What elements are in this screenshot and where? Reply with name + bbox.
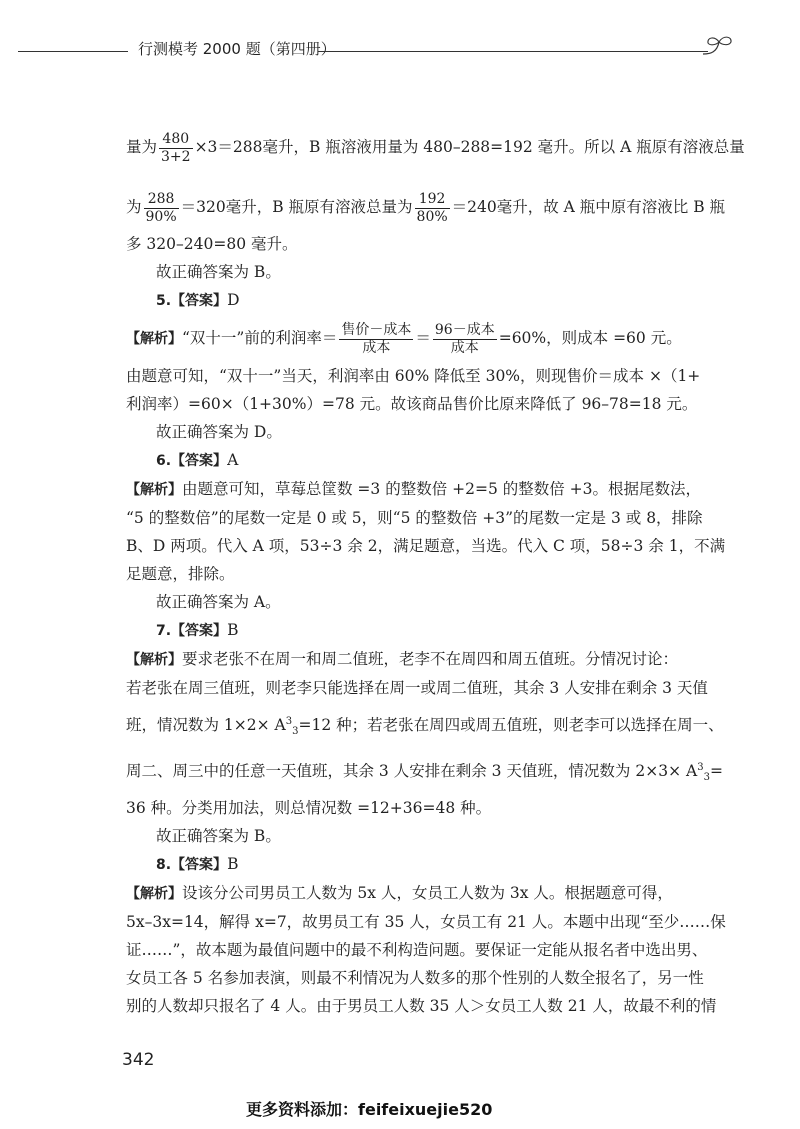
text-span: ＝240毫升，故 A 瓶中原有溶液比 B 瓶	[451, 198, 726, 216]
text-span: 量为	[126, 138, 158, 156]
paragraph-line	[126, 184, 726, 230]
sprout-icon	[701, 34, 735, 62]
superscript: 3	[285, 715, 293, 727]
paragraph-line	[126, 124, 745, 170]
answer-label: 6.【答案】	[156, 453, 228, 469]
paragraph-line	[126, 748, 723, 794]
answer-body	[126, 124, 745, 1020]
answer-value: B	[227, 621, 239, 639]
answer-heading	[126, 850, 720, 879]
text-span: 由题意可知，草莓总筐数 =3 的整数倍 +2=5 的整数倍 +3。根据尾数法，	[182, 480, 702, 498]
text-span: =	[709, 762, 723, 780]
answer-value: D	[227, 291, 240, 309]
subscript: 3	[703, 772, 710, 784]
paragraph-line	[126, 645, 720, 674]
header-rule-left	[18, 51, 128, 52]
paragraph-line	[126, 315, 720, 362]
paragraph-line: 别的人数却只报名了 4 人。由于男员工人数 35 人＞女员工人数 21 人，故最不利的情	[126, 997, 717, 1015]
fraction-denominator: 成本	[362, 339, 391, 356]
text-span: =12 种；若老张在周四或周五值班，则老李可以选择在周一、	[298, 716, 724, 734]
text-span: 为	[126, 198, 142, 216]
paragraph-line: 5x–3x=14，解得 x=7，故男员工有 35 人，女员工有 21 人。本题中出现“至少……保	[126, 913, 726, 931]
paragraph-line: 女员工各 5 名参加表演，则最不利情况为人数多的那个性别的人数全报名了，另一性	[126, 969, 704, 987]
fraction	[144, 191, 179, 226]
paragraph-line: “5 的整数倍”的尾数一定是 0 或 5，则“5 的整数倍 +3”的尾数一定是 3 或 8，排除	[126, 509, 703, 527]
answer-label: 5.【答案】	[156, 293, 228, 309]
answer-label: 7.【答案】	[156, 623, 228, 639]
paragraph-line: 证……”，故本题为最值问题中的最不利构造问题。要保证一定能从报名者中选出男、	[126, 941, 708, 959]
analysis-label: 【解析】	[126, 652, 182, 668]
text-span: “双十一”前的利润率＝	[182, 329, 338, 347]
fraction-numerator: 192	[415, 191, 450, 209]
paragraph-line	[126, 475, 720, 504]
page-number: 342	[122, 1050, 155, 1070]
fraction	[415, 191, 450, 226]
superscript: 3	[697, 761, 704, 773]
paragraph-line: 多 320–240=80 毫升。	[126, 235, 298, 253]
fraction	[339, 322, 413, 357]
conclusion-line: 故正确答案为 B。	[156, 263, 281, 281]
page-header	[18, 34, 718, 64]
answer-value: B	[227, 855, 239, 873]
fraction	[433, 322, 497, 357]
fraction-numerator: 96－成本	[434, 321, 495, 338]
header-title: 行测模考 2000 题（第四册）	[138, 40, 336, 58]
answer-label: 8.【答案】	[156, 857, 228, 873]
answer-heading	[126, 286, 720, 315]
answer-heading	[126, 446, 720, 475]
conclusion-line: 故正确答案为 B。	[156, 827, 281, 845]
paragraph-line: 36 种。分类用加法，则总情况数 =12+36=48 种。	[126, 799, 492, 817]
fraction-denominator: 成本	[450, 339, 479, 356]
text-span: 班，情况数为 1×2× A	[126, 716, 286, 734]
paragraph-line	[126, 879, 720, 908]
answer-value: A	[227, 451, 239, 469]
text-span: ×3＝288毫升，B 瓶溶液用量为 480–288=192 毫升。所以 A 瓶原有溶液总量	[194, 138, 745, 156]
analysis-label: 【解析】	[126, 482, 182, 498]
fraction	[159, 131, 193, 166]
paragraph-line: 若老张在周三值班，则老李只能选择在周一或周二值班，其余 3 人安排在剩余 3 天值	[126, 679, 708, 697]
footer-note: 更多资料添加：feifeixuejie520	[246, 1100, 493, 1119]
header-rule-right	[318, 51, 708, 52]
conclusion-line: 故正确答案为 A。	[156, 593, 281, 611]
answer-heading	[126, 616, 720, 645]
analysis-label: 【解析】	[126, 886, 182, 902]
fraction-numerator: 售价－成本	[341, 321, 412, 338]
analysis-label: 【解析】	[126, 331, 182, 347]
subscript: 3	[292, 726, 299, 738]
fraction-numerator: 480	[159, 131, 193, 149]
text-span: ＝320毫升，B 瓶原有溶液总量为	[180, 198, 413, 216]
paragraph-line: 利润率）=60×（1+30%）=78 元。故该商品售价比原来降低了 96–78=18 元。	[126, 395, 698, 413]
conclusion-line: 故正确答案为 D。	[156, 423, 282, 441]
paragraph-line: 由题意可知，“双十一”当天，利润率由 60% 降低至 30%，则现售价＝成本 ×（1+	[126, 367, 701, 385]
fraction-denominator: 3+2	[161, 148, 191, 165]
fraction-denominator: 90%	[145, 208, 177, 225]
text-span: =60%，则成本 =60 元。	[498, 329, 682, 347]
paragraph-line: B、D 两项。代入 A 项，53÷3 余 2，满足题意，当选。代入 C 项，58÷3 余 1，不满	[126, 537, 726, 555]
text-span: 要求老张不在周一和周二值班，老李不在周四和周五值班。分情况讨论：	[182, 650, 679, 668]
fraction-numerator: 288	[144, 191, 179, 209]
text-span: ＝	[415, 329, 431, 347]
text-span: 设该分公司男员工人数为 5x 人，女员工人数为 3x 人。根据题意可得，	[182, 884, 673, 902]
paragraph-line	[126, 702, 724, 748]
paragraph-line: 足题意，排除。	[126, 565, 235, 583]
text-span: 周二、周三中的任意一天值班，其余 3 人安排在剩余 3 天值班，情况数为 2×3× A	[126, 762, 698, 780]
fraction-denominator: 80%	[416, 208, 448, 225]
